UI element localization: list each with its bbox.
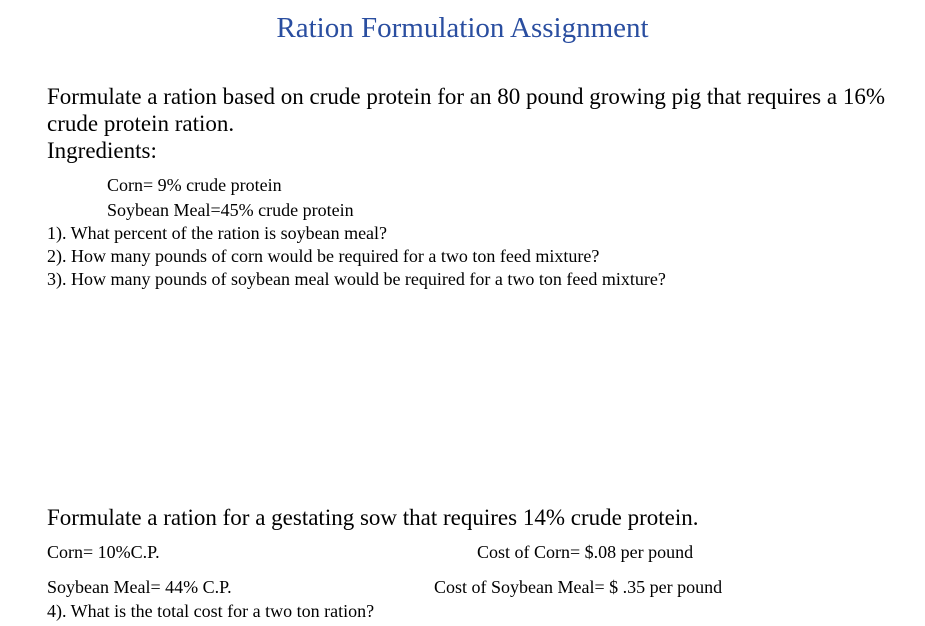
- sow-corn-cost: Cost of Corn= $.08 per pound: [477, 542, 694, 562]
- question-2: 2). How many pounds of corn would be required for a two ton feed mixture?: [47, 246, 600, 266]
- intro-line-2: crude protein ration.: [47, 111, 235, 136]
- sow-intro: Formulate a ration for a gestating sow that requires 14% crude protein.: [47, 505, 699, 530]
- question-3: 3). How many pounds of soybean meal would be required for a two ton feed mixture?: [47, 269, 666, 289]
- question-4: 4). What is the total cost for a two ton ration?: [47, 601, 375, 621]
- ingredient-corn: Corn= 9% crude protein: [107, 175, 282, 195]
- intro-line-1: Formulate a ration based on crude protein for an 80 pound growing pig that requires a 16%: [47, 84, 885, 109]
- page-title: Ration Formulation Assignment: [276, 12, 649, 44]
- ingredients-label: Ingredients:: [47, 138, 157, 163]
- sow-soybean-protein: Soybean Meal= 44% C.P.: [47, 577, 232, 597]
- ingredient-soybean-meal: Soybean Meal=45% crude protein: [107, 200, 354, 220]
- question-1: 1). What percent of the ration is soybean meal?: [47, 223, 388, 243]
- sow-corn-protein: Corn= 10%C.P.: [47, 542, 160, 562]
- sow-soybean-cost: Cost of Soybean Meal= $ .35 per pound: [434, 577, 723, 597]
